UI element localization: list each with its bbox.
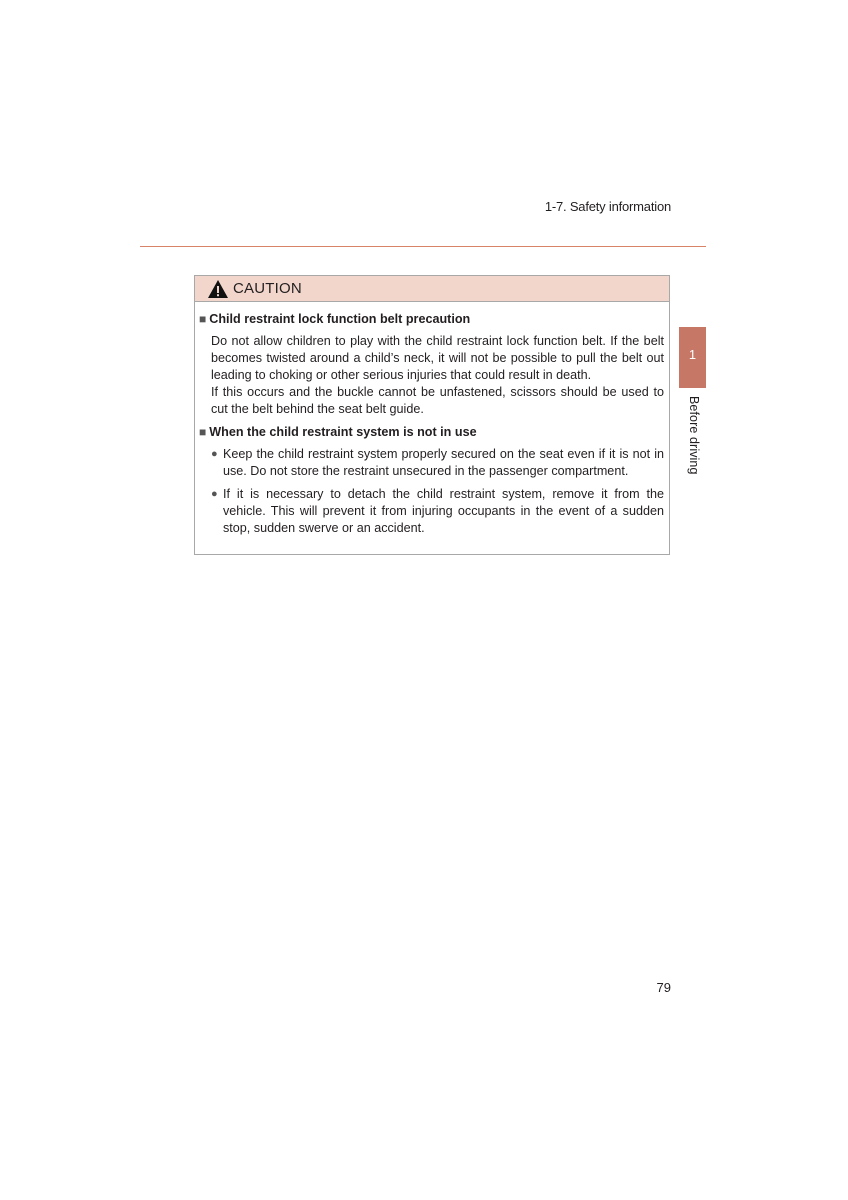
section-paragraphs xyxy=(199,333,664,418)
paragraph: If this occurs and the buckle cannot be unfastened, scissors should be used to cut the belt behind the seat belt guide. xyxy=(211,385,664,416)
section-heading xyxy=(199,311,664,328)
caution-title: CAUTION xyxy=(233,280,302,297)
chapter-label: Before driving xyxy=(687,396,701,475)
chapter-tab xyxy=(679,327,706,388)
page-number: 79 xyxy=(656,980,671,995)
bullet-dot-icon: ● xyxy=(211,488,218,500)
square-icon: ■ xyxy=(199,425,207,439)
warning-triangle-icon xyxy=(207,279,229,299)
section-heading xyxy=(199,424,664,441)
square-icon: ■ xyxy=(199,312,207,326)
section-header: 1-7. Safety information xyxy=(544,199,671,214)
header-divider xyxy=(140,246,706,247)
caution-box xyxy=(194,275,670,555)
section-heading-text: When the child restraint system is not in use xyxy=(209,425,477,439)
section-heading-text: Child restraint lock function belt precaution xyxy=(209,312,471,326)
paragraph: Do not allow children to play with the child restraint lock function belt. If the belt becomes twisted around a child’s neck, it will not be possible to pull the belt out leading to choking or other serious injuries that could result in death. xyxy=(211,334,664,382)
chapter-number: 1 xyxy=(688,347,697,362)
bullet-dot-icon: ● xyxy=(211,448,218,460)
bullet-text: If it is necessary to detach the child restraint system, remove it from the vehicle. This will prevent it from injuring occupants in the event of a sudden stop, sudden swerve or an accident. xyxy=(223,487,664,535)
bullet-item xyxy=(199,446,664,480)
caution-header xyxy=(195,276,669,302)
bullet-text: Keep the child restraint system properly secured on the seat even if it is not in use. Do not store the restraint unsecured in the passenger compartment. xyxy=(223,447,664,478)
bullet-item xyxy=(199,486,664,537)
caution-body xyxy=(195,302,669,537)
